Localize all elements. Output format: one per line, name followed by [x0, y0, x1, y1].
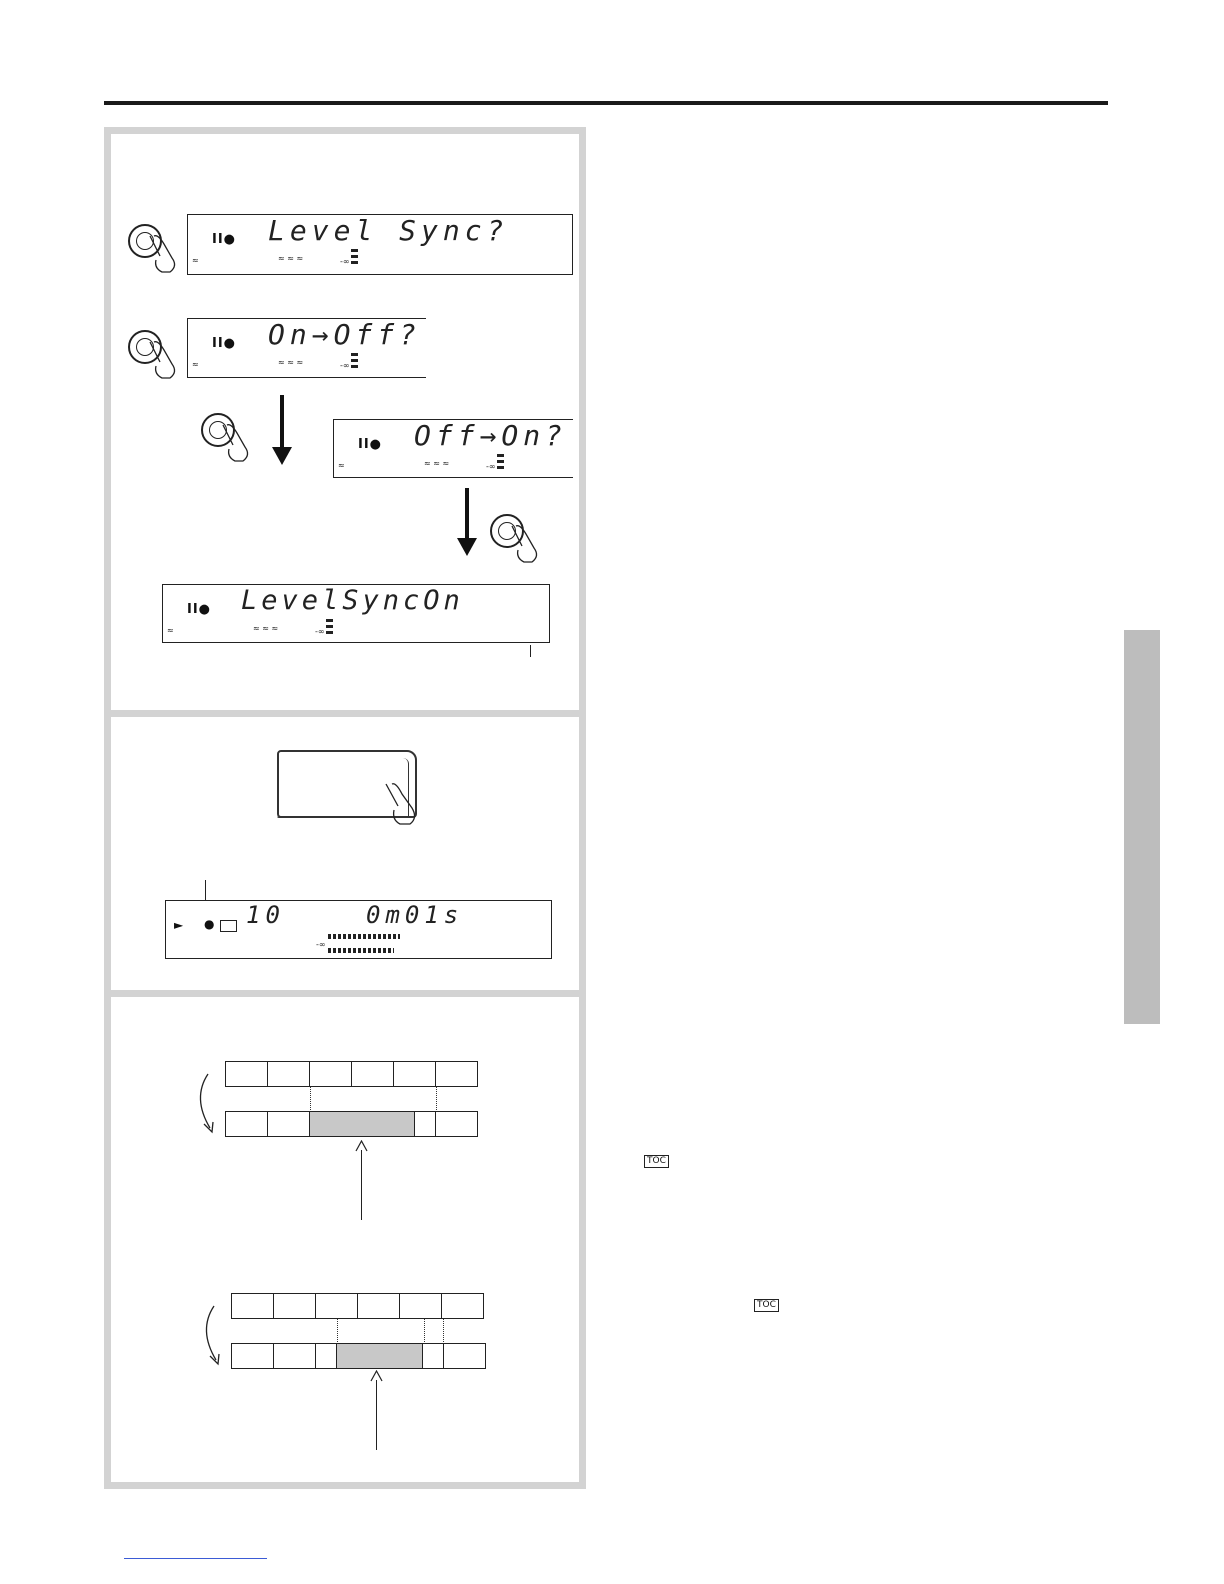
dotted-guide: [443, 1319, 444, 1344]
lcd-message: LevelSyncOn: [241, 585, 464, 616]
lcd-display-recording: [165, 900, 552, 959]
level-meter-icon: [351, 249, 355, 264]
track-row-before: [232, 1293, 484, 1319]
meter-label: -∞: [340, 361, 350, 370]
curved-arrow-icon: [190, 1070, 226, 1136]
meter-scale-mark: ≈ ≈ ≈: [278, 254, 304, 263]
lcd-display-level-sync-on: [162, 584, 550, 643]
level-meter-icon: [326, 619, 330, 634]
footer-link-underline[interactable]: [124, 1558, 267, 1559]
level-meter-icon: [497, 454, 501, 469]
down-arrow-icon: [280, 395, 284, 449]
track-row-after: [226, 1111, 478, 1137]
lcd-display-on-off: [187, 318, 426, 378]
track-number: 10: [246, 901, 285, 929]
track-row-after: [232, 1343, 486, 1369]
level-meter-bar-right: [328, 948, 394, 953]
level-meter-icon: [351, 353, 355, 368]
section-side-tab: [1124, 630, 1160, 1024]
lcd-message: Off→On?: [414, 419, 568, 452]
lcd-message: Level Sync?: [268, 214, 509, 247]
meter-label: -∞: [340, 257, 350, 266]
up-arrowhead-icon: [370, 1370, 383, 1382]
toc-badge: TOC: [754, 1299, 779, 1312]
pointing-hand-icon: [146, 232, 186, 274]
toc-badge: TOC: [644, 1155, 669, 1168]
lcd-display-off-on: [333, 419, 573, 478]
dotted-guide: [310, 1087, 311, 1112]
pause-record-indicator: II●: [358, 437, 383, 452]
elapsed-time: 0m01s: [366, 901, 464, 929]
meter-label: -∞: [486, 462, 496, 471]
dotted-guide: [337, 1319, 338, 1344]
track-row-before: [226, 1061, 478, 1087]
pointing-hand-icon: [146, 338, 186, 380]
down-arrow-icon: [465, 488, 469, 540]
disc-icon: [220, 920, 237, 932]
meter-scale-mark: ≈ ≈ ≈: [278, 358, 304, 367]
level-meter-bar-left: [328, 934, 400, 939]
lcd-display-level-sync: [187, 214, 573, 275]
meter-scale-mark: ≈ ≈ ≈: [424, 459, 450, 468]
pause-record-indicator: II●: [212, 336, 237, 351]
meter-scale-mark: ≈: [167, 626, 174, 635]
meter-scale-mark: ≈: [192, 360, 199, 369]
meter-scale-mark: ≈: [192, 256, 199, 265]
curved-arrow-icon: [196, 1302, 232, 1368]
meter-scale-mark: ≈ ≈ ≈: [253, 624, 279, 633]
pointer-line: [361, 1150, 362, 1220]
up-arrowhead-icon: [355, 1140, 368, 1152]
record-indicator: ●: [204, 917, 215, 931]
meter-scale-mark: ≈: [338, 461, 345, 470]
callout-line: [530, 645, 531, 657]
pointer-line: [376, 1380, 377, 1450]
meter-label: -∞: [315, 627, 325, 636]
meter-label: -∞: [316, 940, 326, 949]
pointing-hand-icon: [219, 421, 259, 463]
play-indicator: ►: [174, 918, 184, 932]
pause-record-indicator: II●: [212, 232, 237, 247]
top-rule: [104, 101, 1108, 105]
lcd-message: On→Off?: [268, 318, 422, 351]
dotted-guide: [424, 1319, 425, 1344]
pause-record-indicator: II●: [187, 602, 212, 617]
pointing-hand-icon: [508, 522, 548, 564]
pointing-hand-icon: [382, 780, 428, 826]
dotted-guide: [436, 1087, 437, 1112]
